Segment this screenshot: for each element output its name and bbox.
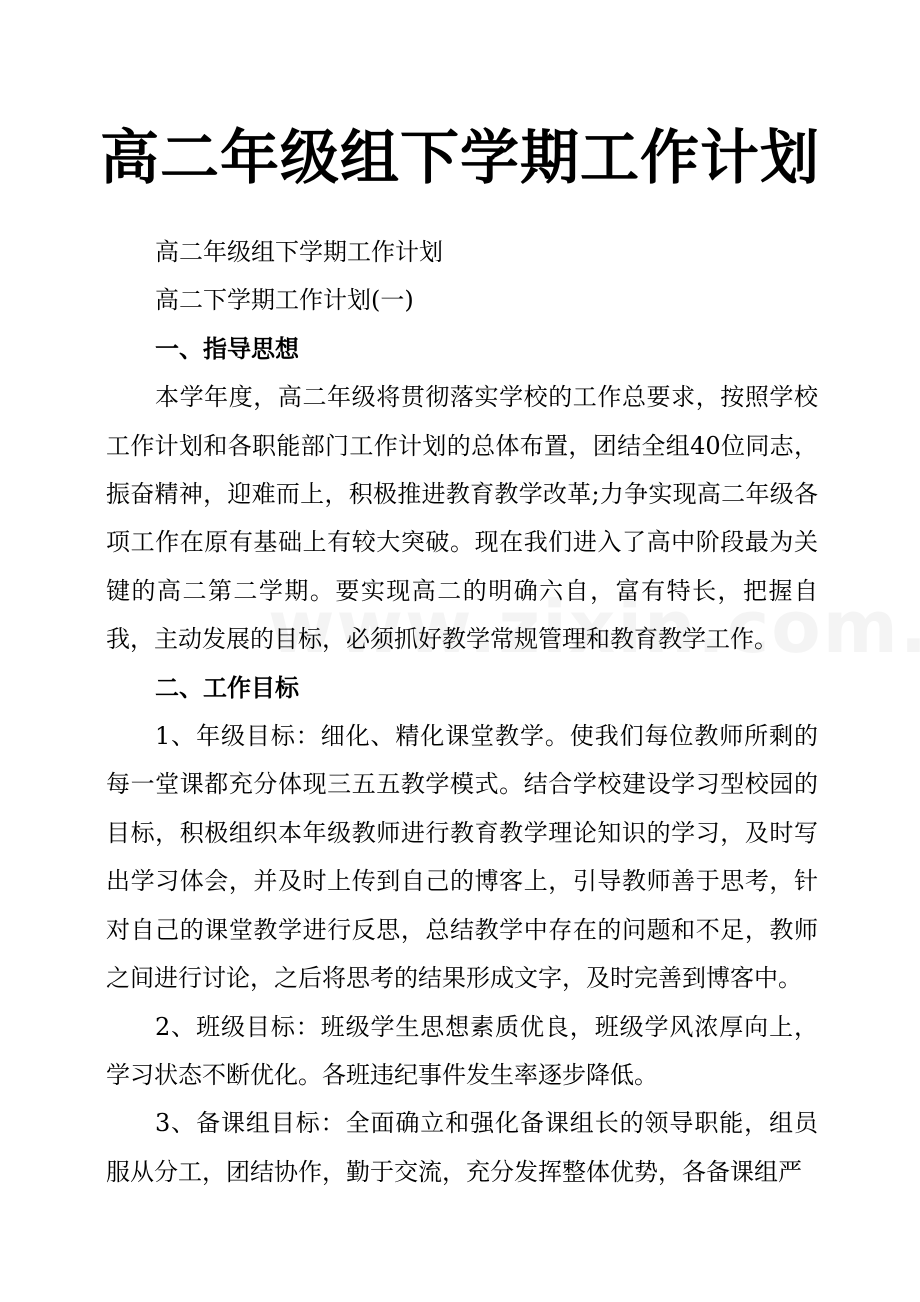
paragraph-grade-goal: 1、年级目标：细化、精化课堂教学。使我们每位教师所剩的每一堂课都充分体现三五五教学模式。结合学校建设学习型校园的目标，积极组织本年级教师进行教育教学理论知识的学习，及时写出学习体会，并及时上传到自己的博客上，引导教师善于思考，针对自己的课堂教学进行反思，总结教学中存在的问题和不足，教师之间进行讨论，之后将思考的结果形成文字，及时完善到博客中。: [106, 722, 818, 993]
paragraph-class-goal: 2、班级目标：班级学生思想素质优良，班级学风浓厚向上，学习状态不断优化。各班违纪事件发生率逐步降低。: [106, 1012, 818, 1089]
section-heading-guiding-ideology: 一、指导思想: [155, 334, 299, 363]
paragraph-guiding-ideology: 本学年度，高二年级将贯彻落实学校的工作总要求，按照学校工作计划和各职能部门工作计划的总体布置，团结全组40位同志，振奋精神，迎难而上，积极推进教育教学改革;力争实现高二年级各项工作在原有基础上有较大突破。现在我们进入了高中阶段最为关键的高二第二学期。要实现高二的明确六自，富有特长，把握自我，主动发展的目标，必须抓好教学常规管理和教育教学工作。: [106, 383, 818, 654]
section-heading-work-goals: 二、工作目标: [155, 673, 299, 702]
document-title: 高二年级组下学期工作计划: [99, 123, 820, 192]
paragraph-lesson-prep-goal: 3、备课组目标：全面确立和强化备课组长的领导职能，组员服从分工，团结协作，勤于交流，充分发挥整体优势，各备课组严: [106, 1109, 818, 1186]
paragraph-plan-title: 高二下学期工作计划(一): [155, 286, 414, 315]
document-body: [106, 228, 818, 1196]
paragraph-subtitle: 高二年级组下学期工作计划: [155, 238, 443, 266]
